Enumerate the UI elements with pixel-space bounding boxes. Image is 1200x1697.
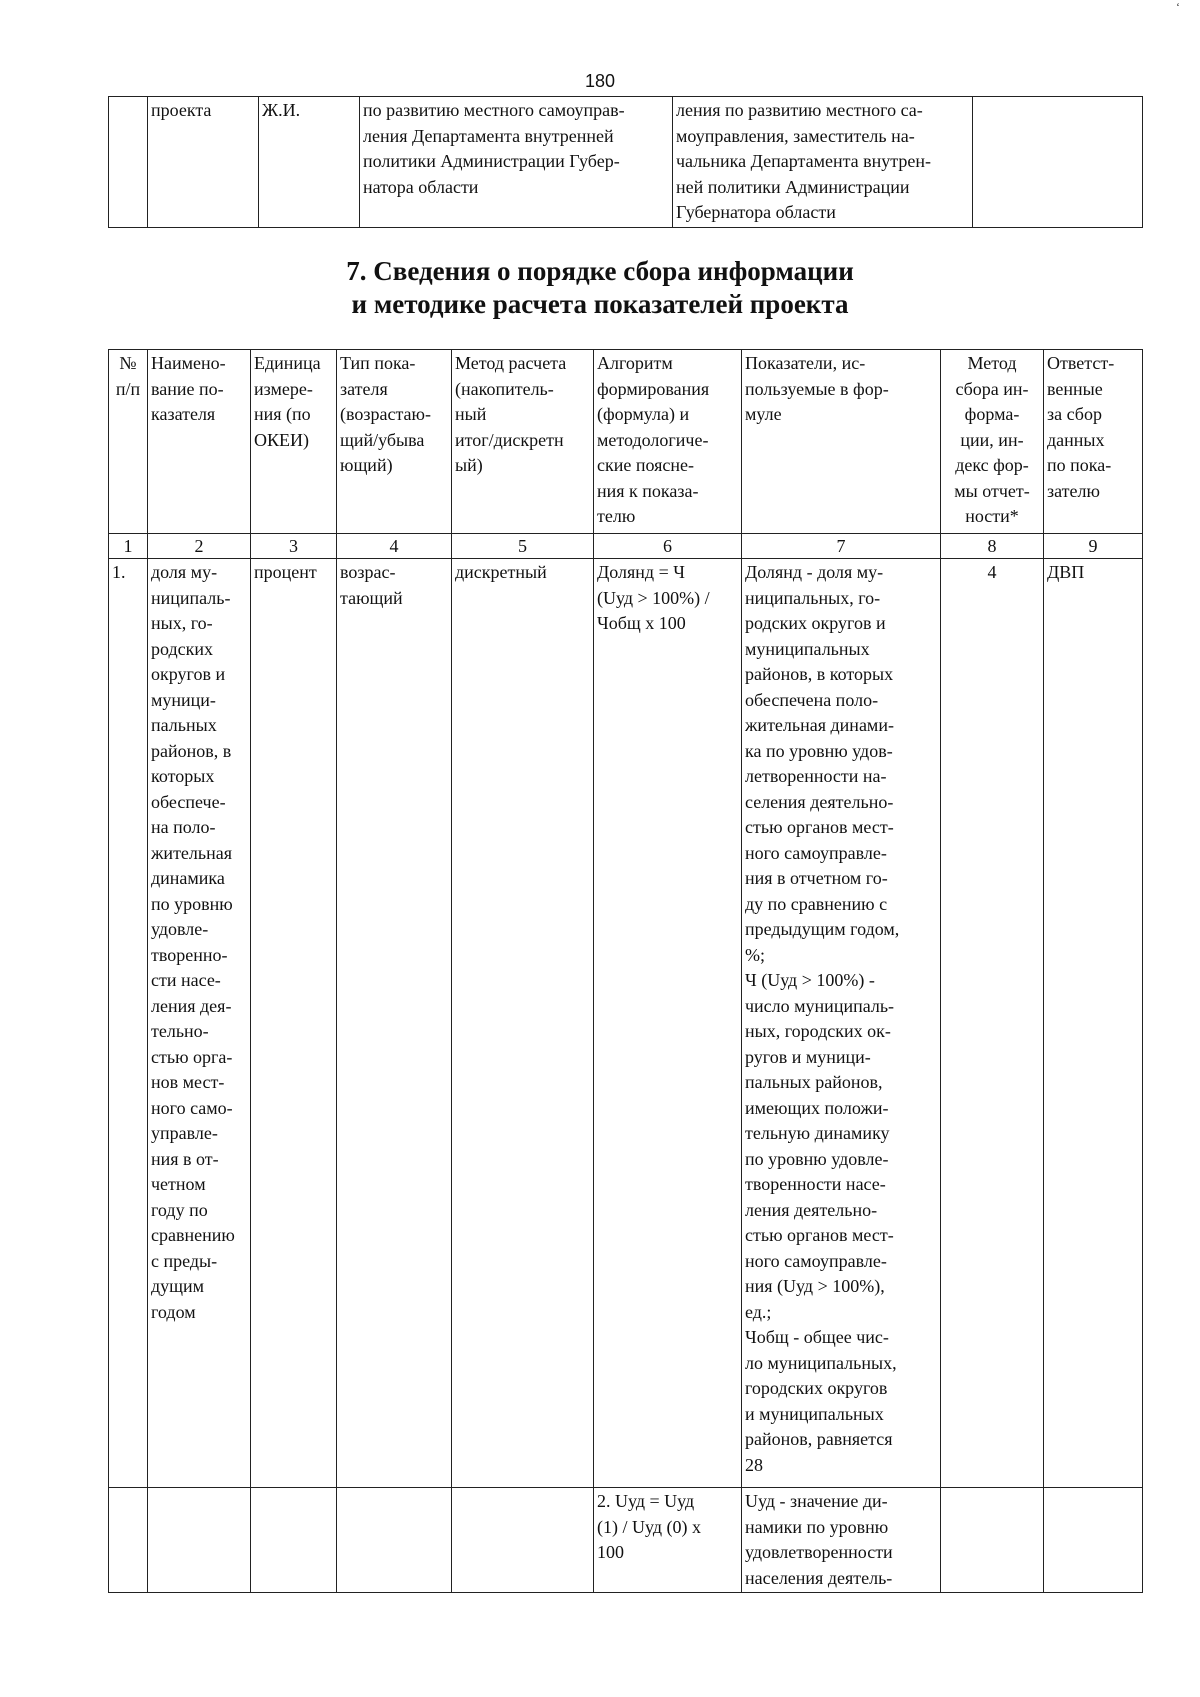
column-numbers-row: [109, 534, 1143, 559]
header-cell-unit: Единица измере- ния (по ОКЕИ): [251, 350, 337, 534]
column-number: 2: [148, 534, 251, 559]
column-number: 9: [1044, 534, 1143, 559]
indicator-type: возрас- тающий: [337, 559, 452, 1488]
header-cell-number: № п/п: [109, 350, 148, 534]
column-number: 8: [941, 534, 1044, 559]
table-cell: ления по развитию местного са- моуправления, заместитель на- чальника Департамента внутрен- ней политики Администрации Губернатора области: [673, 97, 973, 228]
header-cell-algorithm: Алгоритм формирования (формула) и методологиче- ские поясне- ния к показа- телю: [594, 350, 742, 534]
indicator-unit: процент: [251, 559, 337, 1488]
page-edge-mark: ‘: [1176, 0, 1180, 14]
table-header-row: [109, 350, 1143, 534]
table-cell: [109, 97, 148, 228]
formula-indicators: Uуд - значение ди- намики по уровню удовлетворенности населения деятель-: [742, 1488, 941, 1593]
page-number: 180: [584, 71, 616, 91]
table-cell: [337, 1488, 452, 1593]
column-number: 7: [742, 534, 941, 559]
table-cell: [1044, 1488, 1143, 1593]
responsible: ДВП: [1044, 559, 1143, 1488]
header-cell-responsible: Ответст- венные за сбор данных по пока- зателю: [1044, 350, 1143, 534]
indicator-name: доля му- ниципаль- ных, го- родских округов и муници- пальных районов, в которых обеспече- на поло- жительная динамика по уровню удовле- творенно- сти насе- ления дея- тельно- стью орга- нов мест- ного само- управле- ния в от- четном году по сравнению с преды- дущим годом: [148, 559, 251, 1488]
column-number: 1: [109, 534, 148, 559]
header-cell-type: Тип пока- зателя (возрастаю- щий/убыва ющий): [337, 350, 452, 534]
table-cell: [973, 97, 1143, 228]
calculation-method: дискретный: [452, 559, 594, 1488]
table-row: [109, 1488, 1143, 1593]
row-number: 1.: [109, 559, 148, 1488]
header-cell-name: Наимено- вание по- казателя: [148, 350, 251, 534]
algorithm-formula: 2. Uуд = Uуд (1) / Uуд (0) х 100: [594, 1488, 742, 1593]
header-cell-collection-method: Метод сбора ин- форма- ции, ин- декс фор- мы отчет- ности*: [941, 350, 1044, 534]
section-title-line: и методике расчета показателей проекта: [351, 289, 849, 319]
header-cell-method: Метод расчета (накопитель- ный итог/дискретн ый): [452, 350, 594, 534]
table-cell: [941, 1488, 1044, 1593]
table-cell: [109, 1488, 148, 1593]
table-row: [109, 97, 1143, 228]
table-cell: Ж.И.: [259, 97, 360, 228]
section-title-line: 7. Сведения о порядке сбора информации: [346, 256, 854, 286]
table-cell: проекта: [148, 97, 259, 228]
column-number: 6: [594, 534, 742, 559]
column-number: 5: [452, 534, 594, 559]
table-row: [109, 559, 1143, 1488]
table-cell: [452, 1488, 594, 1593]
table-cell: [251, 1488, 337, 1593]
formula-indicators: Долянд - доля му- ниципальных, го- родских округов и муниципальных районов, в которых обеспечена поло- жительная динами- ка по уровню удов- летворенности на- селения деятельно- стью органов мест- ного самоуправле- ния в отчетном го- ду по сравнению с предыдущим годом, %; Ч (Uуд > 100%) - число муниципаль- ных, городских ок- ругов и муници- пальных районов, имеющих положи- тельную динамику по уровню удовле- творенности насе- ления деятельно- стью органов мест- ного самоуправле- ния (Uуд > 100%), ед.; Чобщ - общее чис- ло муниципальных, городских округов и муниципальных районов, равняется 28: [742, 559, 941, 1488]
column-number: 3: [251, 534, 337, 559]
algorithm-formula: Долянд = Ч (Uуд > 100%) / Чобщ х 100: [594, 559, 742, 1488]
continued-table: [108, 96, 1143, 228]
section-title: [0, 255, 1200, 321]
column-number: 4: [337, 534, 452, 559]
table-cell: по развитию местного самоуправ- ления Департамента внутренней политики Администрации Губер- натора области: [360, 97, 673, 228]
table-cell: [148, 1488, 251, 1593]
indicators-table: [108, 349, 1143, 1593]
collection-method: 4: [941, 559, 1044, 1488]
header-cell-indicators: Показатели, ис- пользуемые в фор- муле: [742, 350, 941, 534]
